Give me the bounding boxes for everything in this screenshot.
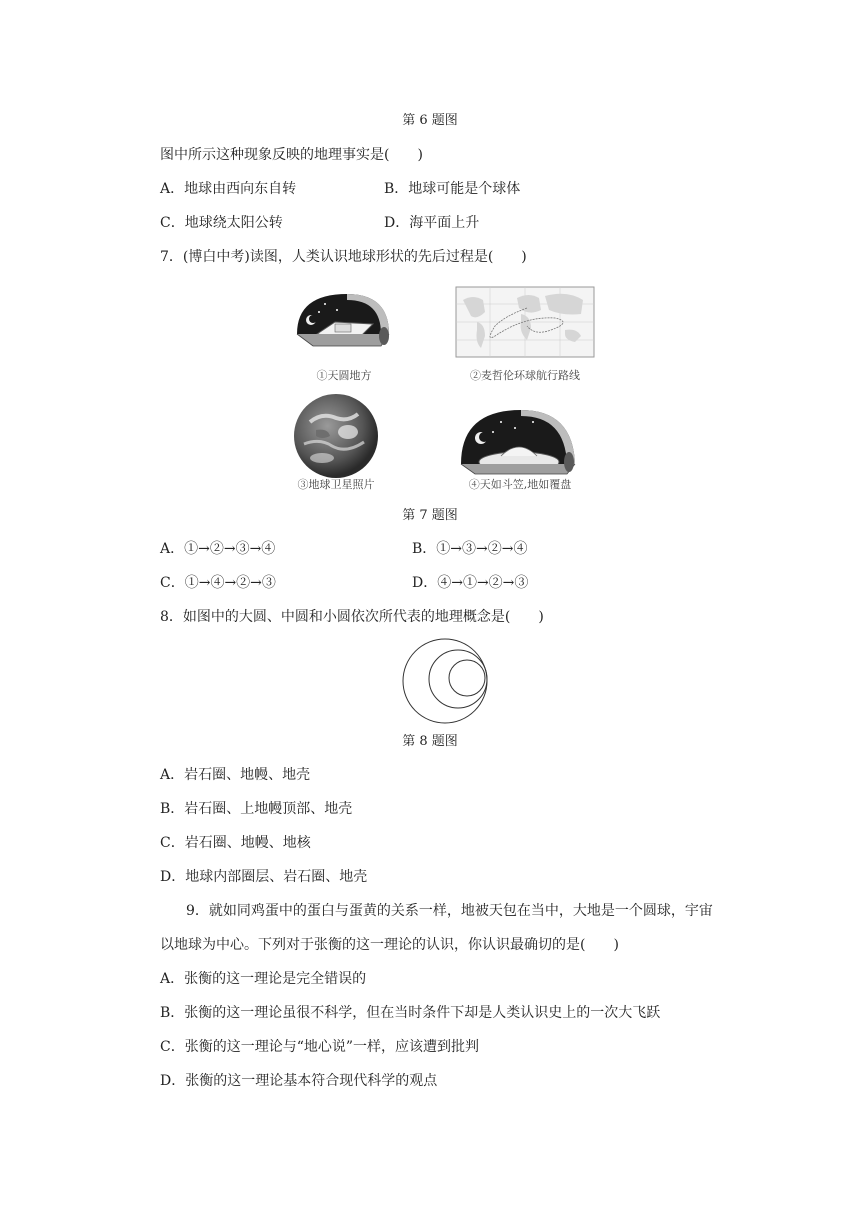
q7-stem: 7．(博白中考)读图，人类认识地球形状的先后过程是( ) <box>160 249 527 265</box>
q6-option-b: B．地球可能是个球体 <box>384 181 521 197</box>
nested-circles-diagram <box>400 636 490 726</box>
q7-image1-label: ①天圆地方 <box>316 369 372 382</box>
q8-stem: 8．如图中的大圆、中圆和小圆依次所代表的地理概念是( ) <box>160 609 544 625</box>
sky-dome-square-earth-image <box>291 290 397 358</box>
q8-option-c: C．岩石圈、地幔、地核 <box>160 835 311 851</box>
q9-option-c: C．张衡的这一理论与“地心说”一样，应该遭到批判 <box>160 1039 480 1055</box>
small-circle <box>449 660 485 696</box>
q9-option-b: B．张衡的这一理论虽很不科学，但在当时条件下却是人类认识史上的一次大飞跃 <box>160 1005 661 1021</box>
q7-image2-label: ②麦哲伦环球航行路线 <box>470 369 580 382</box>
q7-caption: 第 7 题图 <box>402 508 458 523</box>
q6-stem: 图中所示这种现象反映的地理事实是( ) <box>160 147 423 163</box>
q6-caption: 第 6 题图 <box>402 113 458 128</box>
q9-option-d: D．张衡的这一理论基本符合现代科学的观点 <box>160 1073 438 1089</box>
medium-circle <box>429 650 487 708</box>
q8-option-d: D．地球内部圈层、岩石圈、地壳 <box>160 869 368 885</box>
q8-option-b: B．岩石圈、上地幔顶部、地壳 <box>160 801 353 817</box>
q6-option-c: C．地球绕太阳公转 <box>160 215 283 231</box>
dome-hat-plate-earth-image <box>457 404 583 480</box>
large-circle <box>403 639 487 723</box>
earth-satellite-photo-image <box>292 392 380 480</box>
magellan-route-map-image <box>455 286 595 358</box>
q6-option-a: A．地球由西向东自转 <box>160 181 297 197</box>
q9-stem-line1: 9．就如同鸡蛋中的蛋白与蛋黄的关系一样，地被天包在当中，大地是一个圆球，宇宙 <box>186 903 713 919</box>
q7-option-c: C．①→④→②→③ <box>160 575 276 591</box>
q9-option-a: A．张衡的这一理论是完全错误的 <box>160 971 367 987</box>
q7-option-d: D．④→①→②→③ <box>412 575 529 591</box>
q7-image3-label: ③地球卫星照片 <box>297 478 375 491</box>
q7-option-b: B．①→③→②→④ <box>412 541 528 557</box>
q7-image4-label: ④天如斗笠,地如覆盘 <box>468 478 572 491</box>
q7-option-a: A．①→②→③→④ <box>160 541 276 557</box>
q6-option-d: D．海平面上升 <box>384 215 480 231</box>
q8-option-a: A．岩石圈、地幔、地壳 <box>160 767 311 783</box>
q8-caption: 第 8 题图 <box>402 734 458 749</box>
q9-stem-line2: 以地球为中心。下列对于张衡的这一理论的认识，你认识最确切的是( ) <box>160 937 619 953</box>
